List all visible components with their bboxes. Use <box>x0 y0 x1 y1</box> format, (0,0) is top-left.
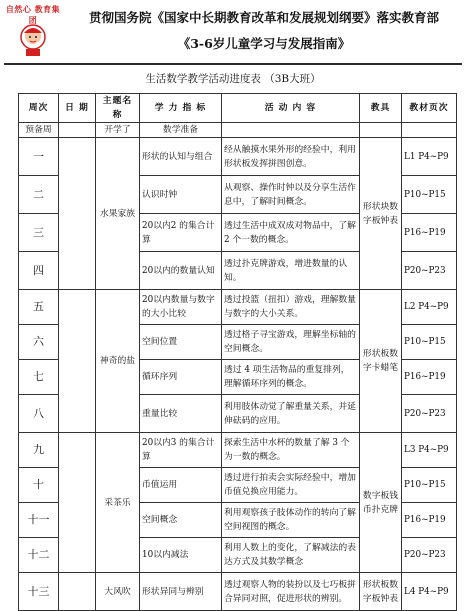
week-cell: 十三 <box>19 573 59 611</box>
theme-cell: 水果家族 <box>96 138 140 290</box>
theme-cell: 大风吹 <box>96 573 140 611</box>
content-cell: 透过进行拍卖会实际经验中，增加币值兑换应用能力。 <box>222 468 360 503</box>
week-cell: 预备周 <box>19 123 59 138</box>
content-cell: 透过生活中成双成对物品中，了解 2 个一数的概念。 <box>222 214 360 252</box>
week-cell: 十一 <box>19 503 59 538</box>
page-cell: P16~P19 <box>402 214 457 252</box>
table-row <box>19 433 457 468</box>
indicator-cell: 空间位置 <box>140 325 222 360</box>
column-header: 主题名称 <box>96 94 140 123</box>
week-cell: 九 <box>19 433 59 468</box>
date-cell <box>59 123 96 138</box>
week-cell: 二 <box>19 176 59 214</box>
column-header: 教具 <box>360 94 402 123</box>
indicator-cell: 20以内的数量认知 <box>140 252 222 290</box>
week-cell: 三 <box>19 214 59 252</box>
week-cell: 四 <box>19 252 59 290</box>
date-cell <box>59 290 96 433</box>
header-line-1: 贯彻国务院《国家中长期教育改革和发展规划纲要》落实教育部 <box>88 10 439 25</box>
week-cell: 七 <box>19 360 59 395</box>
column-header: 学 力 指 标 <box>140 94 222 123</box>
date-cell <box>59 138 96 290</box>
page-cell: P20~P23 <box>402 252 457 290</box>
content-cell: 探索生活中水杯的数量了解 3 个为一数的概念。 <box>222 433 360 468</box>
content-cell: 从观察、操作时钟以及分享生活作息中，了解时间概念。 <box>222 176 360 214</box>
schedule-table <box>18 93 457 611</box>
tool-cell: 形状块数字板钟表 <box>360 138 402 290</box>
indicator-cell: 空间概念 <box>140 503 222 538</box>
page-cell: L1 P4~P9 <box>402 138 457 176</box>
indicator-cell: 重量比较 <box>140 395 222 433</box>
tool-cell: 形状板数字卡蜡笔 <box>360 290 402 433</box>
content-cell <box>222 123 360 138</box>
indicator-cell: 形状异同与辨别 <box>140 573 222 611</box>
page-cell: L4 P4~P9 <box>402 573 457 611</box>
indicator-cell: 认识时钟 <box>140 176 222 214</box>
theme-cell: 开学了 <box>96 123 140 138</box>
content-cell: 透过扑克牌游戏，增进数量的认知。 <box>222 252 360 290</box>
tool-cell: 数字板钱币扑克牌 <box>360 433 402 573</box>
indicator-cell: 币值运用 <box>140 468 222 503</box>
content-cell: 利用观察孩子肢体动作的转向了解空间视图的概念。 <box>222 503 360 538</box>
page-cell: P16~P19 <box>402 503 457 538</box>
week-cell: 八 <box>19 395 59 433</box>
week-cell: 十二 <box>19 538 59 573</box>
content-cell: 透过 4 项生活物品的重复排列，理解循环序列的概念。 <box>222 360 360 395</box>
page-cell: P10~P15 <box>402 325 457 360</box>
indicator-cell: 20以内数量与数字的大小比较 <box>140 290 222 325</box>
week-cell: 一 <box>19 138 59 176</box>
content-cell: 利用人数上的变化，了解减法的表达方式及其数学概念 <box>222 538 360 573</box>
tool-cell: 形状板数字板钟表 <box>360 573 402 611</box>
page-cell: P20~P23 <box>402 395 457 433</box>
column-header: 活 动 内 容 <box>222 94 360 123</box>
page-cell: P20~P23 <box>402 538 457 573</box>
content-cell: 利用肢体动觉了解重量关系，并延伸砝码的应用。 <box>222 395 360 433</box>
header-divider <box>4 63 462 65</box>
logo <box>4 3 62 59</box>
indicator-cell: 20以内3 的集合计算 <box>140 433 222 468</box>
page-cell <box>402 123 457 138</box>
indicator-cell: 形状的认知与组合 <box>140 138 222 176</box>
column-header: 周次 <box>19 94 59 123</box>
document-header <box>0 0 466 62</box>
table-header-row <box>19 94 457 123</box>
content-cell: 透过格子寻宝游戏，理解坐标轴的空间概念。 <box>222 325 360 360</box>
page-title: 生活数学教学活动进度表 （3B大班） <box>145 73 321 85</box>
table-row-prep <box>19 123 457 138</box>
content-cell: 经从触摸水果外形的经验中，利用形状板发挥拼图创意。 <box>222 138 360 176</box>
column-header: 教材页次 <box>402 94 457 123</box>
indicator-cell: 数学准备 <box>140 123 222 138</box>
content-cell: 透过观察人物的装扮以及七巧板拼合异同对照，促进形状的辨别。 <box>222 573 360 611</box>
page-cell: L2 P4~P9 <box>402 290 457 325</box>
table-row <box>19 138 457 176</box>
page-cell: P10~P15 <box>402 468 457 503</box>
column-header: 日 期 <box>59 94 96 123</box>
week-cell: 十 <box>19 468 59 503</box>
tool-cell <box>360 123 402 138</box>
date-cell <box>59 573 96 611</box>
theme-cell: 神奇的盐 <box>96 290 140 433</box>
table-row <box>19 290 457 325</box>
indicator-cell: 循环序列 <box>140 360 222 395</box>
page-cell: L3 P4~P9 <box>402 433 457 468</box>
theme-cell: 采茶乐 <box>96 433 140 573</box>
logo-text: 自然心 教育集团 <box>5 5 61 25</box>
table-row <box>19 573 457 611</box>
week-cell: 六 <box>19 325 59 360</box>
indicator-cell: 10以内减法 <box>140 538 222 573</box>
page-cell: P16~P19 <box>402 360 457 395</box>
week-cell: 五 <box>19 290 59 325</box>
header-line-2: 《3-6岁儿童学习与发展指南》 <box>177 36 351 51</box>
content-cell: 透过投篮（扭扣）游戏，理解数量与数字的大小关系。 <box>222 290 360 325</box>
date-cell <box>59 433 96 573</box>
indicator-cell: 20以内2 的集合计算 <box>140 214 222 252</box>
page-cell: P10~P15 <box>402 176 457 214</box>
